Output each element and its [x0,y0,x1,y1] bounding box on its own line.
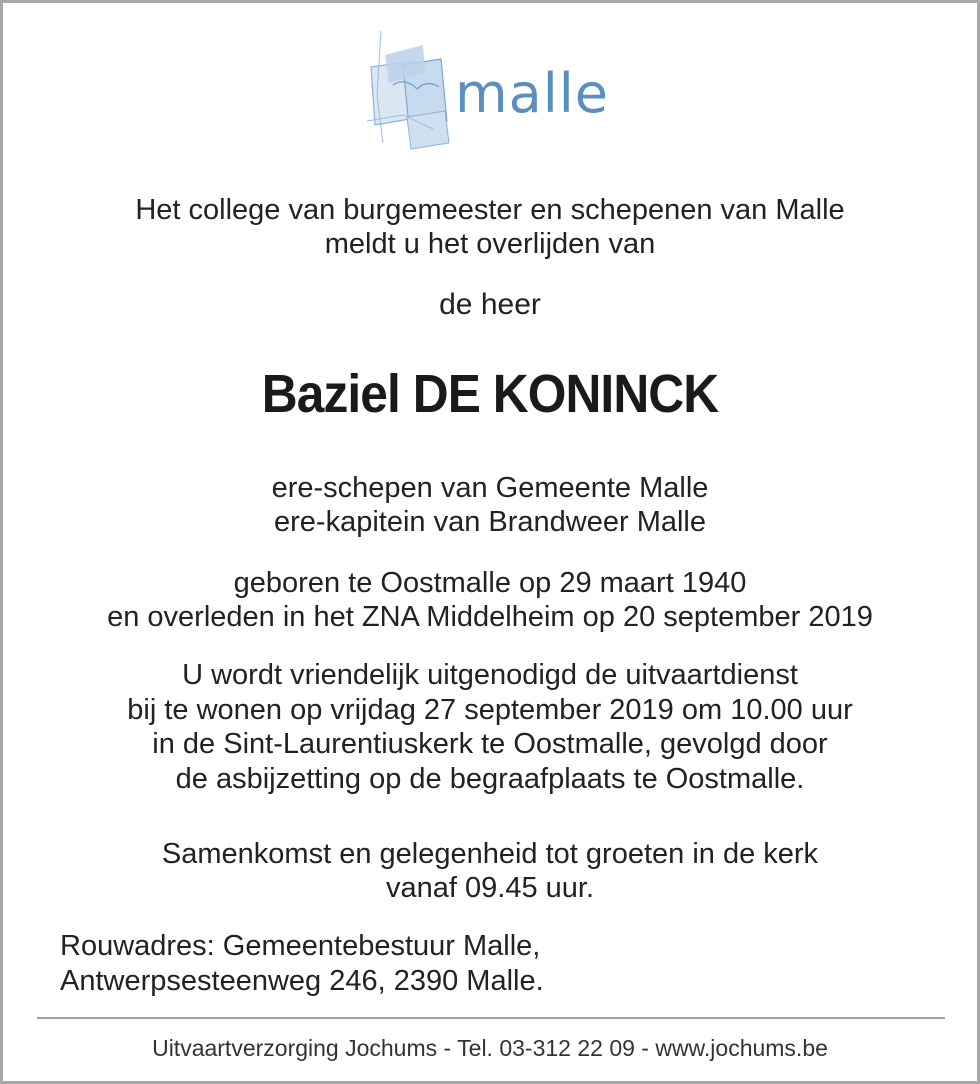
role-line: ere-schepen van Gemeente Malle [271,472,709,504]
service-line: in de Sint-Laurentiuskerk te Oostmalle, gevolgd door [152,728,828,760]
roles [3,471,977,539]
mourning-address [60,929,544,999]
deceased-name: Baziel DE KONINCK [261,364,719,424]
address-line: Rouwadres: Gemeentebestuur Malle, [60,930,541,962]
address-line: Antwerpsesteenweg 246, 2390 Malle. [60,965,544,997]
service-line: U wordt vriendelijk uitgenodigd de uitvaartdienst [182,659,798,691]
birth-line: geboren te Oostmalle op 29 maart 1940 [233,567,747,599]
life-dates [3,566,977,634]
role-line: ere-kapitein van Brandweer Malle [274,506,706,538]
intro-line: Het college van burgemeester en schepenen van Malle [135,194,845,226]
footer-divider [37,1017,945,1019]
gathering-line: Samenkomst en gelegenheid tot groeten in de kerk [161,838,819,870]
malle-logo [363,25,643,155]
gathering-line: vanaf 09.45 uur. [386,872,594,904]
title-prefix: de heer [439,288,541,321]
service-line: de asbijzetting op de begraafplaats te Oostmalle. [175,762,805,795]
intro-line: meldt u het overlijden van [324,228,656,260]
death-line: en overleden in het ZNA Middelheim op 20 september 2019 [107,601,873,633]
service-line: bij te wonen op vrijdag 27 september 2019 om 10.00 uur [127,693,853,726]
funeral-director-footer: Uitvaartverzorging Jochums - Tel. 03-312 22 09 - www.jochums.be [152,1035,828,1061]
logo-wordmark: malle [455,62,609,125]
funeral-service-info [3,658,977,796]
book-flag-logo-icon [363,25,463,155]
intro-text [3,193,977,261]
gathering-info [3,837,977,905]
